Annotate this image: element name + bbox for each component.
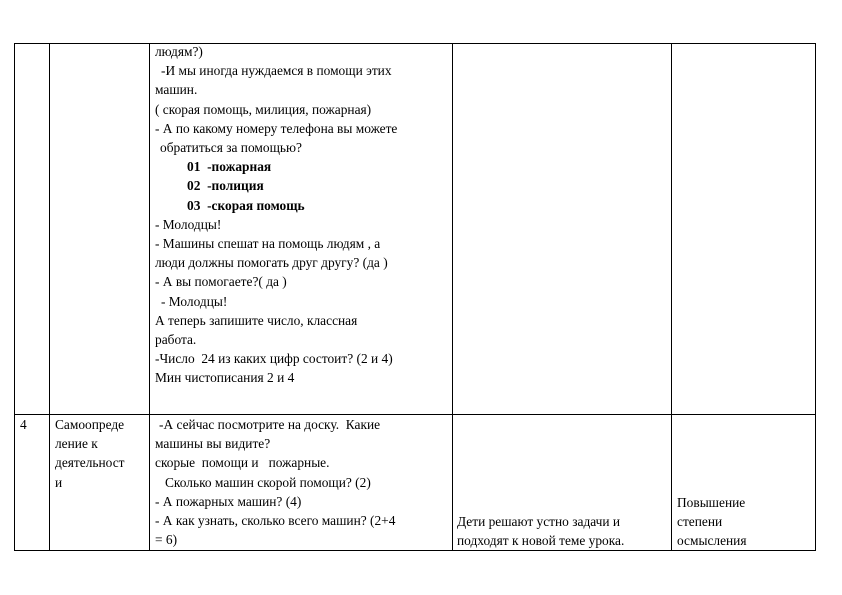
table-border-top	[14, 43, 816, 44]
column-line	[452, 43, 453, 551]
stage-name-line: деятельност	[55, 455, 125, 471]
content-line: -И мы иногда нуждаемся в помощи этих	[161, 63, 392, 79]
content-line: - А пожарных машин? (4)	[155, 493, 302, 509]
content-line: ( скорая помощь, милиция, пожарная)	[155, 101, 372, 117]
content-line: - Машины спешат на помощь людям , а	[155, 236, 381, 252]
content-line: скорые помощи и пожарные.	[155, 455, 330, 471]
content-line: машины вы видите?	[155, 436, 271, 452]
stage-number-cell	[20, 415, 27, 434]
content-line: Сколько машин скорой помощи? (2)	[165, 474, 371, 490]
column-line	[49, 43, 50, 551]
lesson-content-cell-bottom	[155, 415, 395, 549]
student-activity-line: подходят к новой теме урока.	[457, 533, 625, 549]
stage-name-cell	[55, 415, 125, 492]
content-line: - А вы помогаете?( да )	[155, 274, 287, 290]
student-activity-line: Дети решают устно задачи и	[457, 514, 621, 529]
content-line: - Молодцы!	[161, 293, 228, 309]
stage-name-line: и	[55, 474, 63, 490]
expected-result-line: степени	[677, 514, 723, 530]
content-line: людям?)	[155, 44, 203, 59]
content-line: -Число 24 из каких цифр состоит? (2 и 4)	[155, 351, 393, 367]
column-line	[14, 43, 15, 551]
content-line: Мин чистописания 2 и 4	[155, 370, 295, 386]
lesson-content-cell-top	[155, 42, 397, 388]
expected-result-line: Повышение	[677, 495, 746, 510]
content-line: -А сейчас посмотрите на доску. Какие	[159, 417, 381, 432]
content-line: машин.	[155, 82, 198, 98]
content-line: А теперь запишите число, классная	[155, 312, 358, 328]
content-line: обратиться за помощью?	[160, 140, 302, 156]
content-line: работа.	[155, 332, 197, 348]
stage-name-line: ление к	[55, 436, 98, 452]
content-line: - А как узнать, сколько всего машин? (2+4	[155, 513, 396, 529]
column-line	[671, 43, 672, 551]
content-line: 03 -скорая помощь	[187, 197, 305, 213]
content-line: люди должны помогать друг другу? (да )	[155, 255, 388, 271]
stage-name-line: Самоопреде	[55, 417, 125, 432]
expected-result-line: осмысления	[677, 533, 747, 549]
content-line: 01 -пожарная	[187, 159, 272, 175]
column-line	[815, 43, 816, 551]
student-activity-cell	[457, 512, 624, 550]
stage-number: 4	[20, 417, 27, 432]
column-line	[149, 43, 150, 551]
content-line: - Молодцы!	[155, 216, 222, 232]
content-line: - А по какому номеру телефона вы можете	[155, 120, 398, 136]
content-line: 02 -полиция	[187, 178, 264, 194]
row-divider	[14, 414, 816, 415]
expected-result-cell	[677, 493, 747, 551]
content-line: = 6)	[155, 532, 178, 548]
